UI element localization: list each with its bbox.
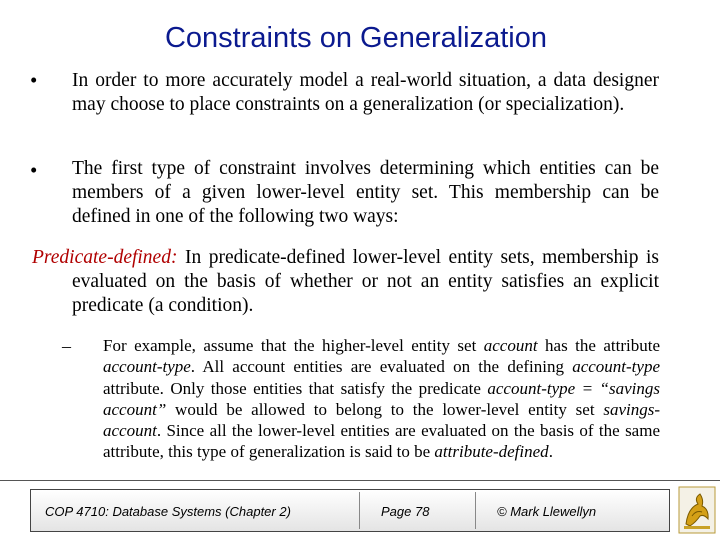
predicate-term: Predicate-defined: [32,247,178,268]
bullet-text-2: The first type of constraint involves determining which entities can be members of a given lower-level entity set. This membership can be defined in one of the following two ways: [72,158,659,227]
slide-footer [30,489,670,532]
footer-divider [0,480,720,481]
example-paragraph: For example, assume that the higher-level entity set account has the attribute account-type. All account entities are evaluated on the defining account-type attribute. Only those entities that satisfy the predicate account-type = “savings account” would be allowed to belong to the lower-level entity set savings-account. Since all the lower-level entities are evaluated on the basis of the same attribute, this type of generalization is said to be attribute-defined. [103,336,661,462]
bullet-marker: • [30,68,38,92]
bullet-marker: • [30,158,38,182]
predicate-paragraph [32,246,659,318]
slide-title: Constraints on Generalization [164,22,548,54]
footer-page: Page 78 [381,504,430,519]
bullet-text-1: In order to more accurately model a real-world situation, a data designer may choose to place constraints on a generalization (or specialization). [72,70,659,115]
footer-course: COP 4710: Database Systems (Chapter 2) [45,504,291,519]
predicate-text: In predicate-defined lower-level entity sets, membership is evaluated on the basis of whether or not an entity satisfies an explicit predicate (a condition). [72,247,659,316]
dash-marker: – [62,336,71,356]
footer-separator [359,492,360,529]
footer-author: © Mark Llewellyn [497,504,597,519]
footer-separator [475,492,476,529]
pegasus-logo-icon [678,486,716,534]
